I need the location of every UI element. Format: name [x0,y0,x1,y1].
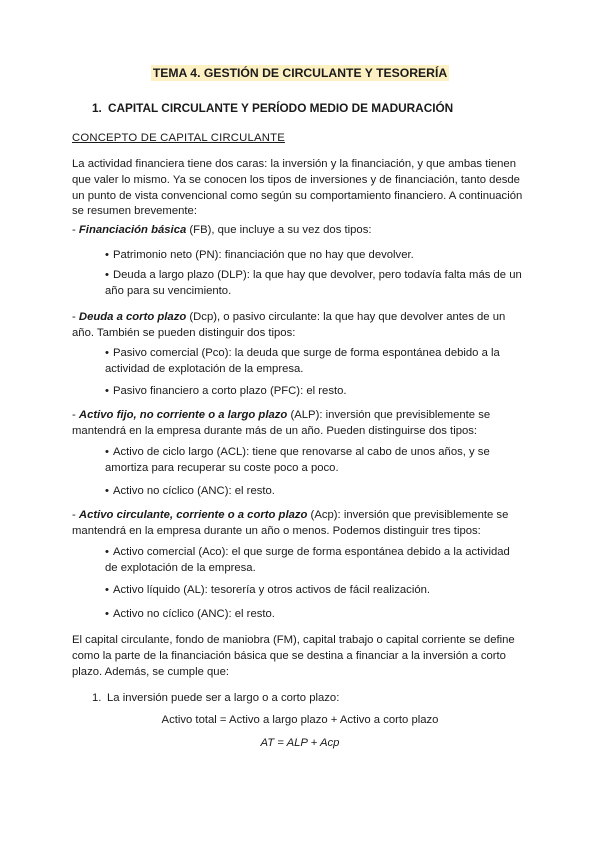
dcp-term: Deuda a corto plazo [78,311,187,323]
acp-text: (Acp): inversión que previsiblemente se mantendrá en la empresa durante un año o menos. Podemos distinguir tres tipos: [72,509,509,537]
acp-term: Activo circulante, corriente o a corto plazo [78,509,308,521]
subheading: CONCEPTO DE CAPITAL CIRCULANTE [72,132,285,144]
acp-paragraph [72,508,530,540]
dcp-paragraph [72,310,530,342]
acp-bullet-2: • Activo líquido (AL): tesorería y otros activos de fácil realización. [105,583,525,599]
list-item [92,691,339,707]
alp-term: Activo fijo, no corriente o a largo plazo [78,409,288,421]
section-heading [92,101,453,117]
alp-text: (ALP): inversión que previsiblemente se mantendrá en la empresa durante más de un año. Pueden distinguirse dos tipos: [72,409,491,437]
list-text: La inversión puede ser a largo o a corto plazo: [107,692,340,704]
fb-paragraph [72,223,530,239]
fb-text: (FB), que incluye a su vez dos tipos: [186,224,372,236]
section-title: CAPITAL CIRCULANTE Y PERÍODO MEDIO DE MADURACIÓN [108,101,454,115]
dcp-dash: - [72,311,79,323]
fb-bullet-2: • Deuda a largo plazo (DLP): la que hay que devolver, pero todavía falta más de un año para su vencimiento. [105,268,525,300]
acp-bullet-3: • Activo no cíclico (ANC): el resto. [105,607,525,623]
dcp-text: (Dcp), o pasivo circulante: la que hay que devolver antes de un año. También se pueden distinguir dos tipos: [72,311,506,339]
acp-dash: - [72,509,79,521]
title-highlight: TEMA 4. GESTIÓN DE CIRCULANTE Y TESORERÍA [152,66,448,80]
alp-bullet-2: • Activo no cíclico (ANC): el resto. [105,484,525,500]
intro-paragraph: La actividad financiera tiene dos caras: la inversión y la financiación, y que ambas tienen que valer lo mismo. Ya se conocen los tipos de inversiones y de financiación, tanto desde un punto de vista convencional como según su comportamiento financiero. A continuación se resumen brevemente: [72,158,523,218]
section-number: 1. [92,101,102,115]
dcp-bullet-1: • Pasivo comercial (Pco): la deuda que surge de forma espontánea debido a la actividad de explotación de la empresa. [105,346,525,378]
closing-paragraph: El capital circulante, fondo de maniobra (FM), capital trabajo o capital corriente se define como la parte de la financiación básica que se destina a financiar a la inversión a corto plazo. Además, se cumple que: [72,634,515,678]
formula-text: Activo total = Activo a largo plazo + Activo a corto plazo [161,714,439,726]
fb-term: Financiación básica [78,224,187,236]
alp-dash: - [72,409,79,421]
acp-bullet-1: • Activo comercial (Aco): el que surge de forma espontánea debido a la actividad de explotación de la empresa. [105,545,525,577]
formula-equation: AT = ALP + Acp [260,737,340,749]
dcp-bullet-2: • Pasivo financiero a corto plazo (PFC): el resto. [105,384,525,400]
alp-bullet-1: • Activo de ciclo largo (ACL): tiene que renovarse al cabo de unos años, y se amortiza para recuperar su coste poco a poco. [105,445,525,477]
list-number: 1. [92,692,102,704]
fb-bullet-1: • Patrimonio neto (PN): financiación que no hay que devolver. [105,248,525,264]
alp-paragraph [72,408,530,440]
document-title [0,66,600,82]
fb-dash: - [72,224,79,236]
